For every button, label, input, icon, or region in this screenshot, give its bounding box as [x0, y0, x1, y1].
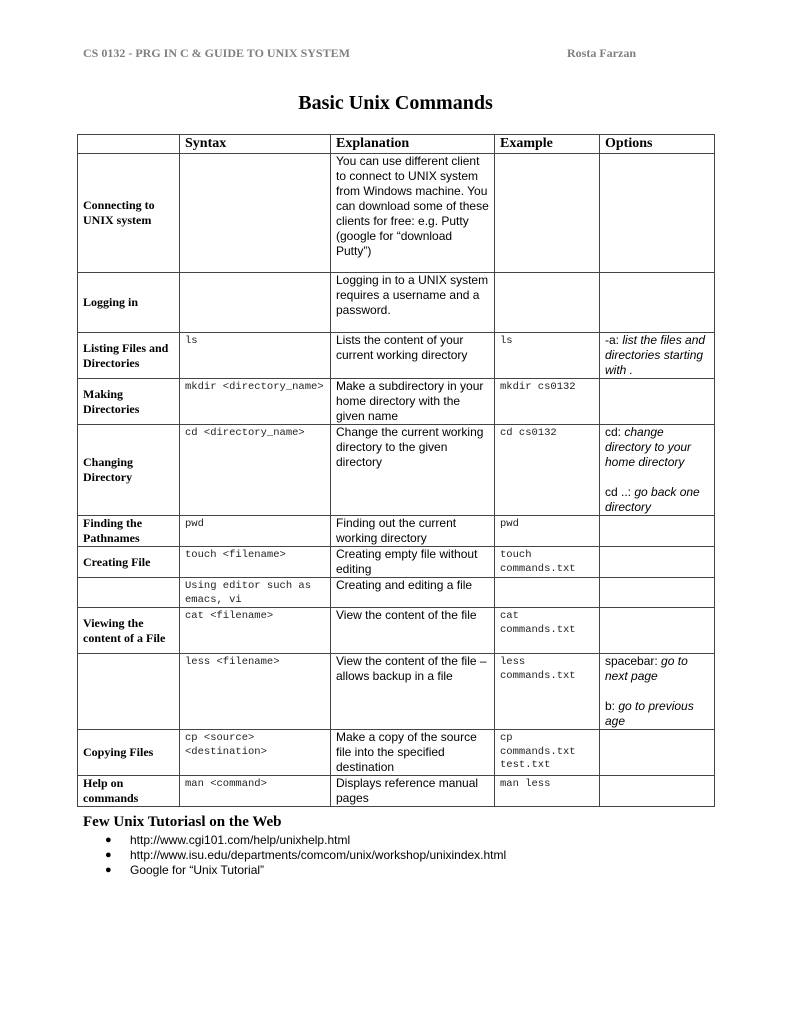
row-options [600, 730, 715, 776]
row-example: pwd [495, 516, 600, 547]
row-example [495, 578, 600, 608]
row-example: cat commands.txt [495, 608, 600, 654]
row-options [600, 425, 715, 516]
table-row [78, 578, 715, 608]
option-description: go back one directory [605, 485, 700, 514]
row-syntax: cp <source> <destination> [180, 730, 331, 776]
row-syntax: ls [180, 333, 331, 379]
row-topic: Help on commands [78, 776, 180, 807]
row-explanation: Creating empty file without editing [331, 547, 495, 578]
header-author: Rosta Farzan [567, 46, 636, 60]
option-description: list the files and directories starting with . [605, 333, 706, 377]
row-options [600, 578, 715, 608]
row-syntax: touch <filename> [180, 547, 331, 578]
option-key: cd: [605, 425, 625, 439]
web-tutorials-heading: Few Unix Tutoriasl on the Web [83, 814, 282, 830]
row-syntax [180, 154, 331, 273]
row-explanation: Make a copy of the source file into the specified destination [331, 730, 495, 776]
column-header-options: Options [600, 135, 715, 154]
table-row [78, 608, 715, 654]
row-options [600, 333, 715, 379]
option-description: change directory to your home directory [605, 425, 692, 469]
header-course-title: CS 0132 - PRG IN C & GUIDE TO UNIX SYSTEM [83, 46, 350, 60]
column-header [78, 135, 180, 154]
row-example: touch commands.txt [495, 547, 600, 578]
option-spacer [605, 470, 709, 485]
option-description: go to previous age [605, 699, 694, 728]
row-explanation: Make a subdirectory in your home directory with the given name [331, 379, 495, 425]
row-topic: Connecting to UNIX system [78, 154, 180, 273]
row-topic: Logging in [78, 273, 180, 333]
bullet-icon: ● [105, 849, 112, 861]
row-explanation: Displays reference manual pages [331, 776, 495, 807]
row-topic: Changing Directory [78, 425, 180, 516]
row-syntax: Using editor such as emacs, vi [180, 578, 331, 608]
option-description: go to next page [605, 654, 688, 683]
row-syntax: less <filename> [180, 654, 331, 730]
bullet-icon: ● [105, 834, 112, 846]
row-topic [78, 578, 180, 608]
row-topic: Listing Files and Directories [78, 333, 180, 379]
table-row [78, 654, 715, 730]
row-topic: Making Directories [78, 379, 180, 425]
table-row [78, 379, 715, 425]
row-syntax: cd <directory_name> [180, 425, 331, 516]
row-example: less commands.txt [495, 654, 600, 730]
row-explanation: You can use different client to connect to UNIX system from Windows machine. You can download some of these clients for free: e.g. Putty (google for “download Putty”) [331, 154, 495, 273]
table-row [78, 333, 715, 379]
row-example: man less [495, 776, 600, 807]
table-row [78, 776, 715, 807]
option-key: cd ..: [605, 485, 635, 499]
row-options [600, 776, 715, 807]
option-spacer [605, 684, 709, 699]
row-topic: Finding the Pathnames [78, 516, 180, 547]
row-options [600, 608, 715, 654]
row-syntax [180, 273, 331, 333]
row-explanation: Change the current working directory to the given directory [331, 425, 495, 516]
row-topic: Viewing the content of a File [78, 608, 180, 654]
option-key: -a: [605, 333, 623, 347]
row-example [495, 273, 600, 333]
table-row [78, 154, 715, 273]
table-row [78, 425, 715, 516]
option-key: b: [605, 699, 619, 713]
row-options [600, 273, 715, 333]
web-tutorials-list [83, 833, 683, 878]
list-item [83, 863, 683, 878]
bullet-icon: ● [105, 864, 112, 876]
tutorial-link[interactable]: http://www.isu.edu/departments/comcom/unix/workshop/unixindex.html [130, 848, 507, 862]
page-title: Basic Unix Commands [298, 92, 493, 114]
row-options [600, 516, 715, 547]
row-syntax: pwd [180, 516, 331, 547]
row-example: ls [495, 333, 600, 379]
row-explanation: Creating and editing a file [331, 578, 495, 608]
row-example: cd cs0132 [495, 425, 600, 516]
row-example [495, 154, 600, 273]
row-topic: Copying Files [78, 730, 180, 776]
table-body [78, 154, 715, 807]
list-item [83, 833, 683, 848]
table-row [78, 273, 715, 333]
column-header-explanation: Explanation [331, 135, 495, 154]
commands-table [77, 134, 715, 807]
option-key: spacebar: [605, 654, 662, 668]
table-header-row [78, 135, 715, 154]
table-row [78, 547, 715, 578]
list-item [83, 848, 683, 863]
row-explanation: Lists the content of your current working directory [331, 333, 495, 379]
table-row [78, 730, 715, 776]
row-example: mkdir cs0132 [495, 379, 600, 425]
row-explanation: View the content of the file [331, 608, 495, 654]
row-options [600, 654, 715, 730]
row-topic: Creating File [78, 547, 180, 578]
row-options [600, 379, 715, 425]
row-example: cp commands.txt test.txt [495, 730, 600, 776]
row-syntax: man <command> [180, 776, 331, 807]
row-syntax: mkdir <directory_name> [180, 379, 331, 425]
row-options [600, 154, 715, 273]
row-explanation: Finding out the current working directory [331, 516, 495, 547]
row-syntax: cat <filename> [180, 608, 331, 654]
row-topic [78, 654, 180, 730]
row-options [600, 547, 715, 578]
row-explanation: View the content of the file – allows backup in a file [331, 654, 495, 730]
column-header-syntax: Syntax [180, 135, 331, 154]
column-header-example: Example [495, 135, 600, 154]
table-row [78, 516, 715, 547]
tutorial-link[interactable]: http://www.cgi101.com/help/unixhelp.html [130, 833, 351, 847]
tutorial-text: Google for “Unix Tutorial” [130, 863, 265, 877]
row-explanation: Logging in to a UNIX system requires a username and a password. [331, 273, 495, 333]
